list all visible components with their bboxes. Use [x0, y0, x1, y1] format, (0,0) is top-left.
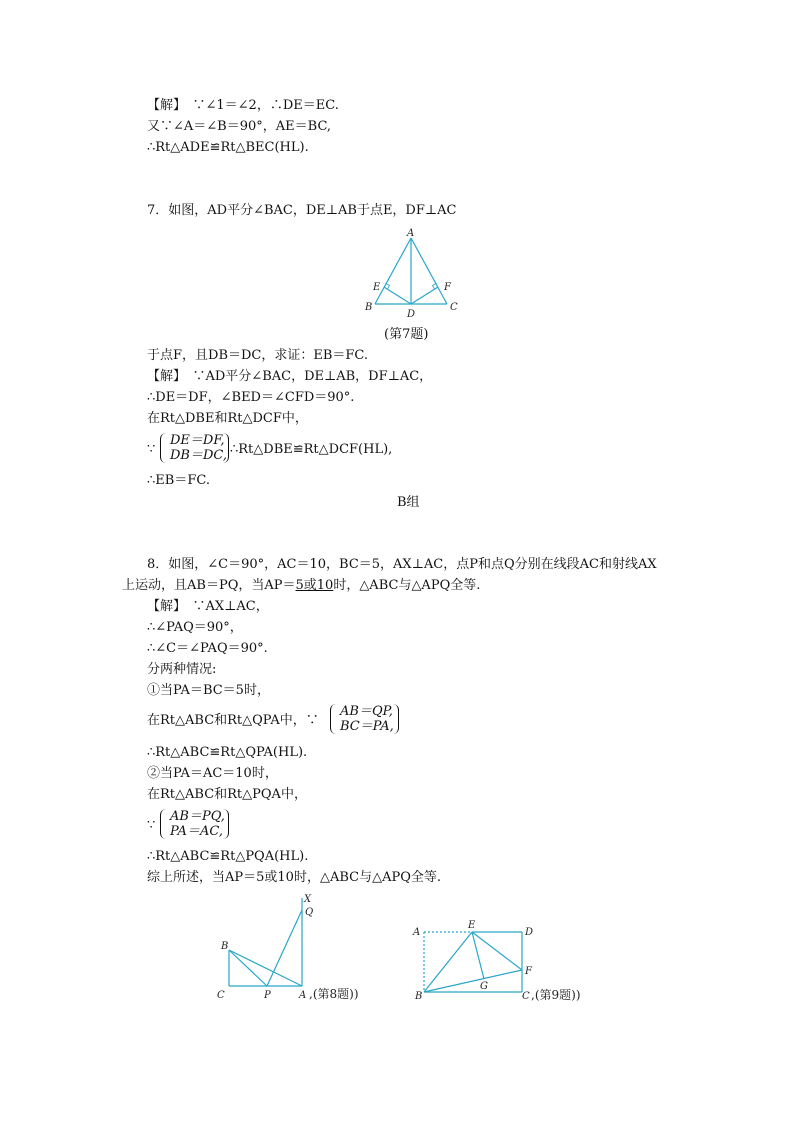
q7-stem-2: 于点F，且DB＝DC，求证：EB＝FC. [147, 348, 369, 363]
fig8-label-c: C [217, 990, 225, 1001]
q7-solution-2: ∴DE＝DF，∠BED＝∠CFD＝90°. [147, 390, 355, 405]
q8-solution-9: 在Rt△ABC和Rt△PQA中， [147, 787, 307, 802]
fig9-label-b: B [415, 991, 423, 1002]
sol6-line-3: ∴Rt△ADE≌Rt△BEC(HL). [147, 140, 309, 155]
q8-solution-7: ∴Rt△ABC≌Rt△QPA(HL). [147, 745, 308, 760]
sol6-line-1: 【解】 ∵∠1＝∠2，∴DE＝EC. [147, 98, 339, 113]
fig9-caption: ,(第9题)) [531, 988, 581, 1002]
q8-case1-brace [330, 704, 400, 736]
q8-solution-1: 【解】 ∵AX⊥AC， [147, 599, 269, 614]
fig9-label-f: F [525, 966, 532, 977]
q7-because-symbol: ∵ [147, 442, 156, 457]
q8-stem-1: 8．如图，∠C＝90°，AC＝10，BC＝5，AX⊥AC，点P和点Q分别在线段AC和射线AX [147, 557, 657, 572]
fig8-label-a: A [299, 990, 307, 1001]
q8-solution-11: 综上所述，当AP＝5或10时，△ABC与△APQ全等. [147, 870, 441, 885]
q8-answer-blank: 5或10 [295, 578, 334, 593]
fig8-caption: ,(第8题)) [309, 987, 359, 1001]
q8-solution-4: 分两种情况: [147, 662, 217, 677]
q7-stem: 7．如图，AD平分∠BAC，DE⊥AB于点E，DF⊥AC [147, 203, 457, 218]
group-b-heading: B组 [397, 495, 420, 510]
q8-case1-condition-1: AB＝QP, [340, 704, 393, 719]
q7-condition-1: DE＝DF, [170, 433, 225, 448]
fig9-label-c: C [522, 991, 530, 1002]
figure-q7 [360, 226, 470, 326]
q7-condition-brace [160, 433, 230, 465]
fig8-label-b: B [221, 941, 229, 952]
q7-solution-3: 在Rt△DBE和Rt△DCF中， [147, 411, 308, 426]
q8-solution-8: ②当PA＝AC＝10时， [147, 766, 278, 781]
q8-solution-2: ∴∠PAQ＝90°， [147, 620, 243, 635]
fig7-label-f: F [444, 282, 451, 293]
fig9-label-e: E [468, 920, 476, 931]
fig9-label-a: A [413, 927, 421, 938]
fig7-label-d: D [407, 309, 416, 320]
q7-solution-1: 【解】 ∵AD平分∠BAC，DE⊥AB，DF⊥AC， [147, 369, 433, 384]
q8-stem-2b: 时，△ABC与△APQ全等. [333, 578, 481, 593]
sol6-line-2: 又∵∠A＝∠B＝90°，AE＝BC, [147, 119, 332, 134]
figure-q9 [408, 918, 608, 1006]
fig8-label-x: X [304, 894, 312, 905]
q8-solution-6: 在Rt△ABC和Rt△QPA中，∵ [147, 713, 319, 728]
fig7-label-c: C [450, 302, 458, 313]
fig7-label-a: A [407, 228, 415, 239]
q7-solution-5: ∴EB＝FC. [147, 473, 210, 488]
q8-case2-brace [160, 809, 230, 841]
q7-conclusion: ∴Rt△DBE≌Rt△DCF(HL), [230, 442, 393, 457]
q7-condition-2: DB＝DC, [170, 448, 228, 463]
q8-case2-condition-1: AB＝PQ, [170, 809, 225, 824]
q8-case2-condition-2: PA＝AC, [170, 824, 223, 839]
q8-case1-condition-2: BC＝PA, [340, 719, 394, 734]
fig9-label-g: G [480, 981, 488, 992]
q8-because-symbol: ∵ [147, 818, 156, 833]
q8-stem-2 [122, 577, 480, 595]
fig9-label-d: D [525, 927, 534, 938]
fig7-label-b: B [365, 302, 373, 313]
q8-stem-2a: 上运动，且AB＝PQ，当AP＝ [122, 578, 296, 593]
q8-solution-10: ∴Rt△ABC≌Rt△PQA(HL). [147, 849, 309, 864]
q8-solution-5: ①当PA＝BC＝5时， [147, 683, 270, 698]
q7-figure-caption: (第7题) [384, 327, 429, 342]
q8-solution-3: ∴∠C＝∠PAQ＝90°. [147, 641, 268, 656]
figure-q8 [212, 892, 400, 1006]
fig7-label-e: E [373, 282, 381, 293]
fig8-label-p: P [264, 990, 271, 1001]
fig8-label-q: Q [305, 907, 314, 918]
